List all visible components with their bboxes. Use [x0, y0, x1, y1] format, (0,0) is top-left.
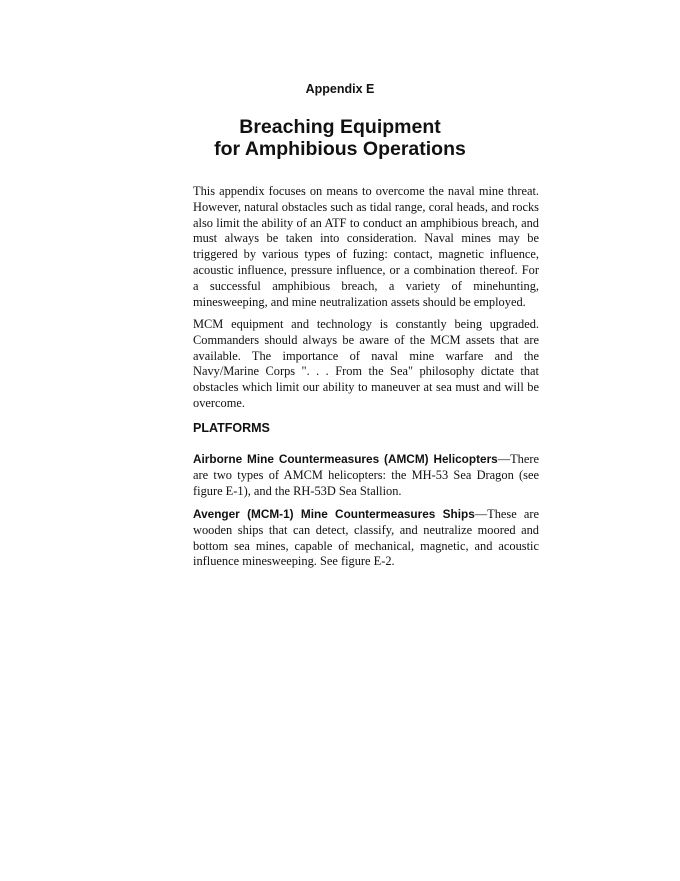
title-line-1: Breaching Equipment: [239, 116, 441, 138]
platform-item-amcm: [193, 452, 539, 499]
intro-paragraph-1: This appendix focuses on means to overcome the naval mine threat. However, natural obstacles such as tidal range, coral heads, and rocks also limit the ability of an ATF to conduct an amphibious breach, and must always be taken into consideration. Naval mines may be triggered by various types of fuzing: contact, magnetic influence, acoustic influence, pressure influence, or a combination thereof. For a successful amphibious breach, a variety of minehunting, minesweeping, and mine neutralization assets should be employed.: [193, 184, 539, 309]
platform-item-avenger: [193, 507, 539, 570]
page-title: [0, 116, 680, 160]
section-heading-platforms: PLATFORMS: [193, 421, 270, 435]
appendix-label: Appendix E: [305, 82, 375, 96]
title-line-2: for Amphibious Operations: [214, 138, 466, 160]
platform-item-lead: Airborne Mine Countermeasures (AMCM) Helicopters: [193, 452, 498, 466]
platform-item-text: —These are wooden ships that can detect, classify, and neutralize moored and bottom sea mines, capable of mechanical, magnetic, and acoustic influence minesweeping. See figure E-2.: [193, 507, 539, 569]
intro-paragraph-2: MCM equipment and technology is constantly being upgraded. Commanders should always be aware of the MCM assets that are available. The importance of naval mine warfare and the Navy/Marine Corps ". . . From the Sea" philosophy dictate that obstacles which limit our ability to maneuver at sea must and will be overcome.: [193, 317, 539, 410]
platform-item-text: —There are two types of AMCM helicopters: the MH-53 Sea Dragon (see figure E-1), and the RH-53D Sea Stallion.: [193, 452, 539, 498]
platform-item-lead: Avenger (MCM-1) Mine Countermeasures Ships: [193, 507, 475, 521]
